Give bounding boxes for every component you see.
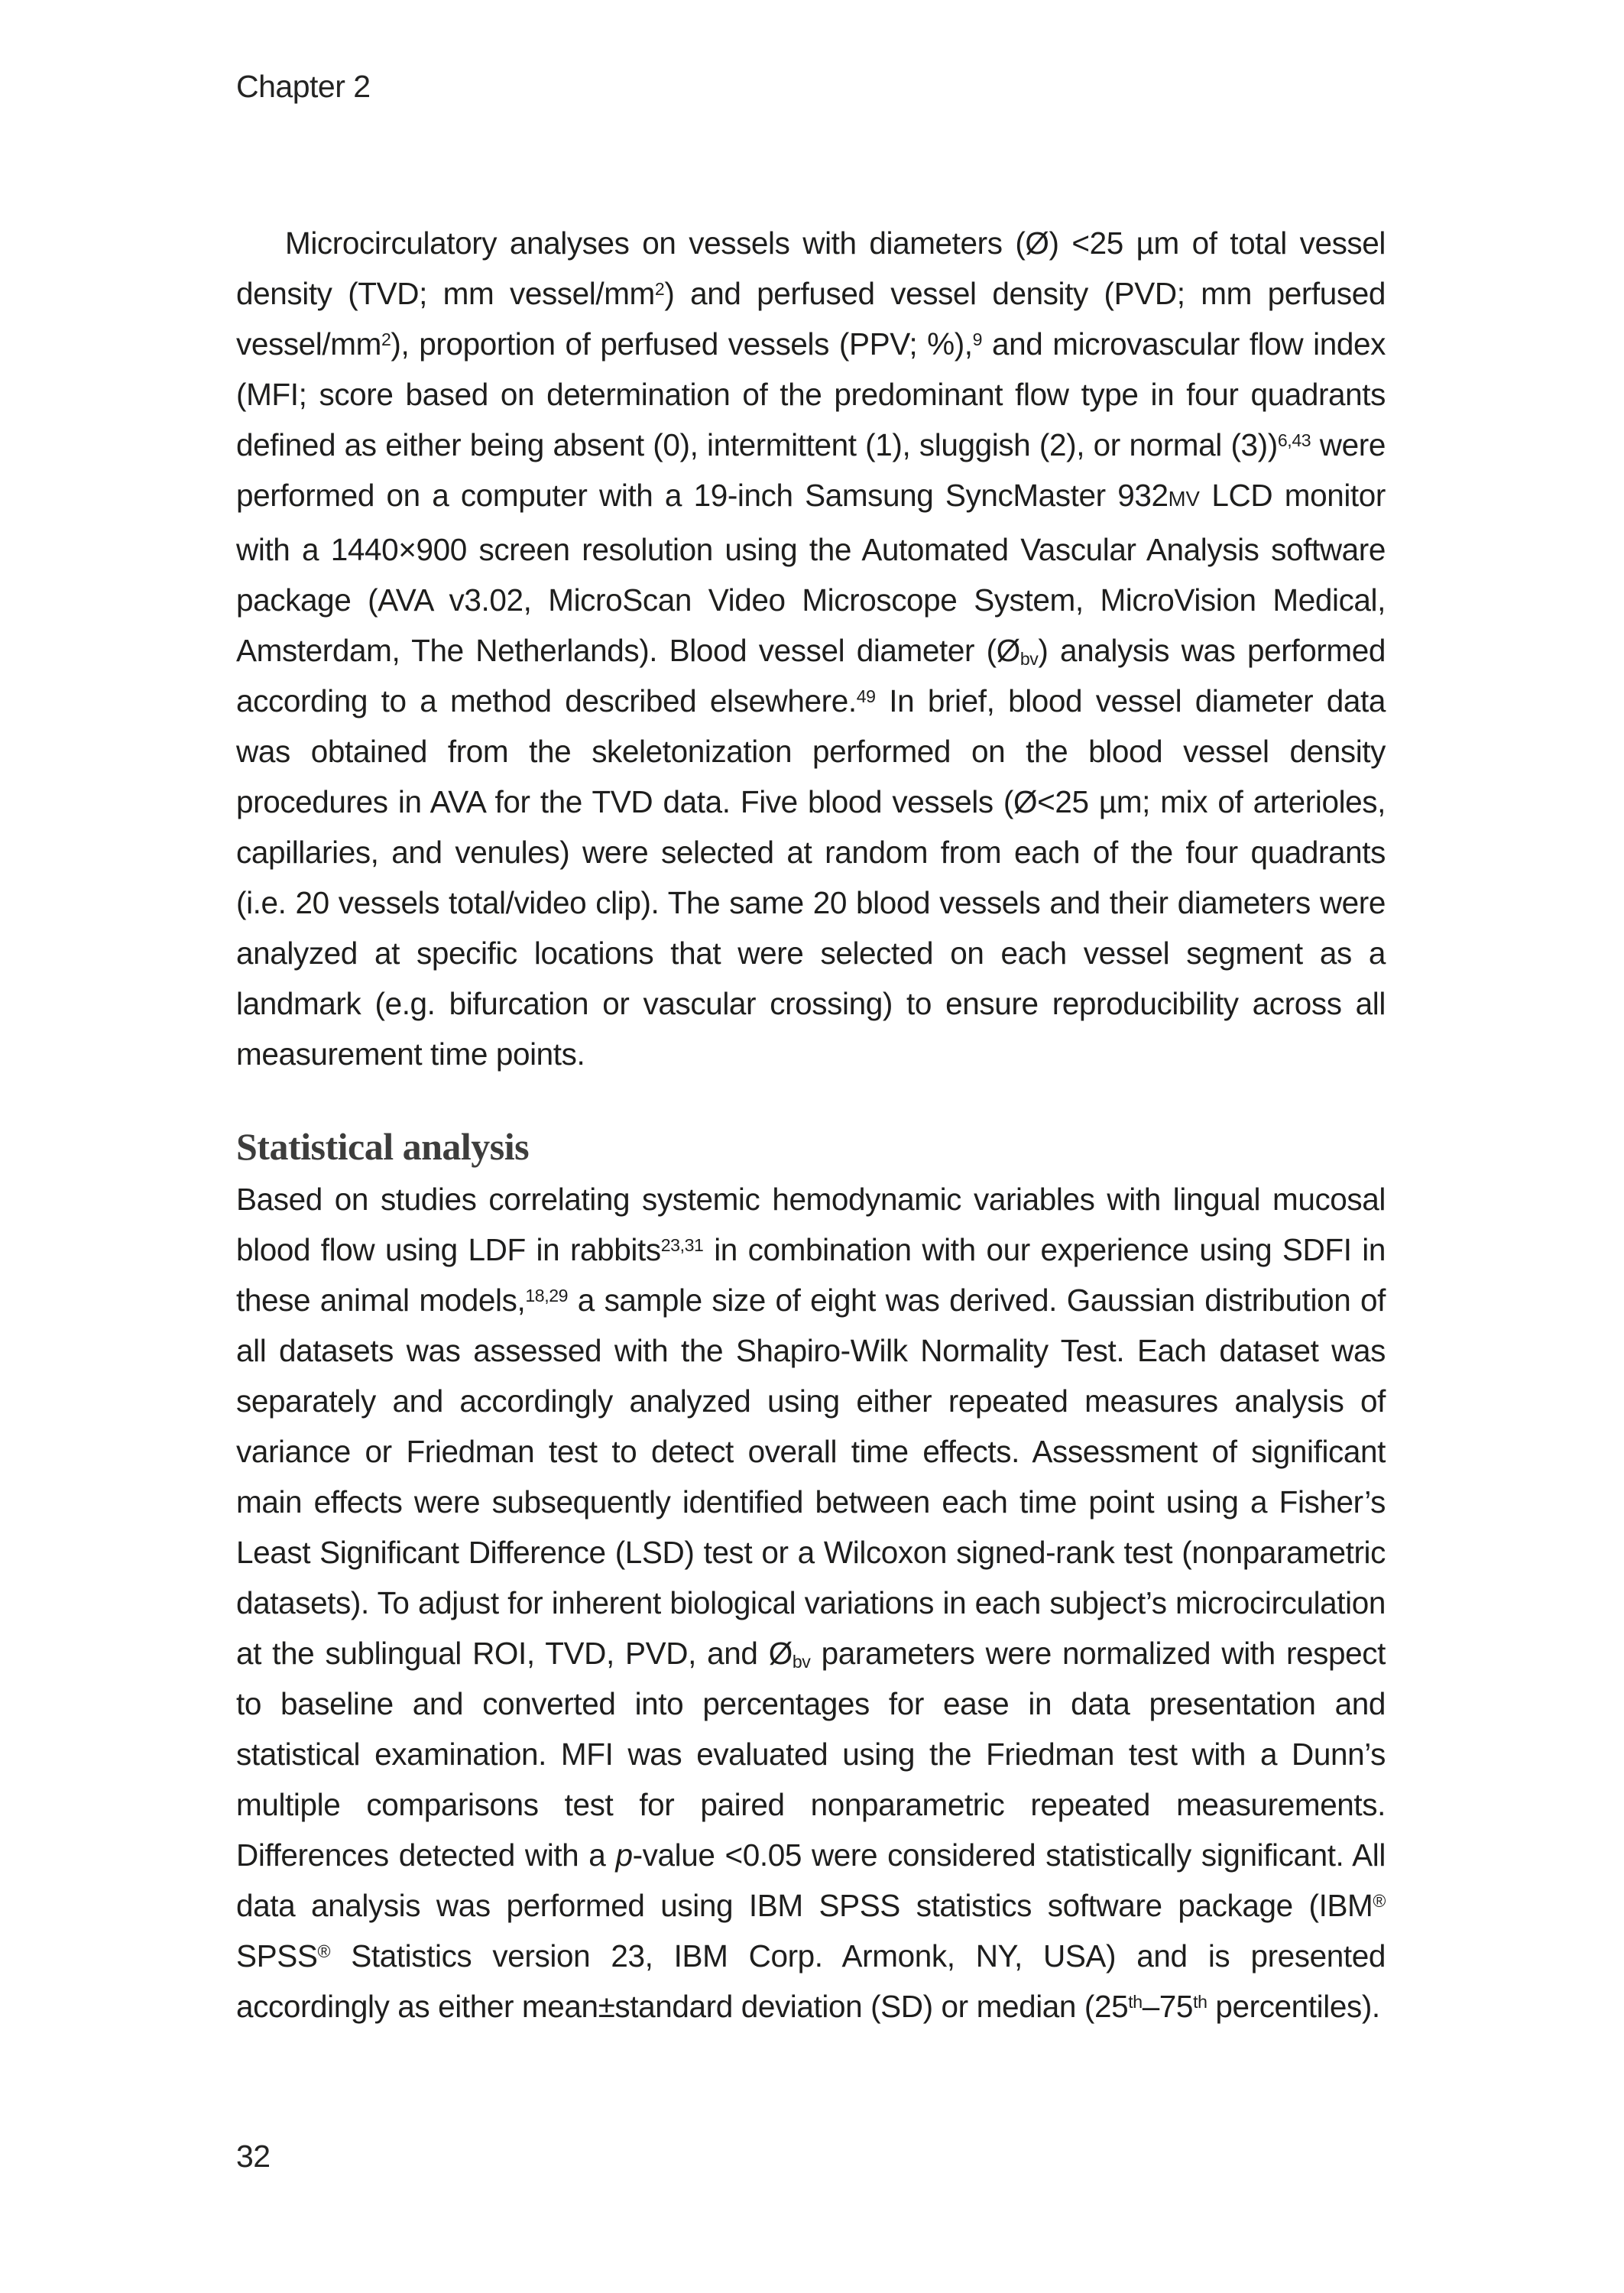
section-heading-statistical-analysis: Statistical analysis: [236, 1125, 530, 1168]
running-header: Chapter 2: [236, 69, 371, 104]
methods-paragraph: Microcirculatory analyses on vessels with diameters (Ø) <25 µm of total vessel density (TVD; mm vessel/$mm^2$) and perfused vessel density (PVD; mm perfused vessel/$mm^2$), proportion of perfused vessels (PPV; %),$^9$ and microvascular flow index (MFI; score based on determination of the predominant flow type in four quadrants defined as either being absent (0), intermittent (1), sluggish (2), or normal (3))$^{6,43}$ were performed on a computer with a 19-inch Samsung SyncMaster 932MV LCD monitor with a 1440×900 screen resolution using the Automated Vascular Analysis software package (AVA v3.02, MicroScan Video Microscope System, MicroVision Medical, Amsterdam, The Netherlands). Blood vessel diameter $(Ø_{bv})$ analysis was performed according to a method described elsewhere.$^{49}$ In brief, blood vessel diameter data was obtained from the skeletonization performed on the blood vessel density procedures in AVA for the TVD data. Five blood vessels (Ø<25 µm; mix of arterioles, capillaries, and venules) were selected at random from each of the four quadrants (i.e. 20 vessels total/video clip). The same 20 blood vessels and their diameters were analyzed at specific locations that were selected on each vessel segment as a landmark (e.g. bifurcation or vascular crossing) to ensure reproducibility across all measurement time points.: [236, 225, 1386, 1072]
statistical-analysis-paragraph: Based on studies correlating systemic hemodynamic variables with lingual mucosal blood flow using LDF in rabbits$^{23,31}$ in combination with our experience using SDFI in these animal models,$^{18,29}$ a sample size of eight was derived. Gaussian distribution of all datasets was assessed with the Shapiro-Wilk Normality Test. Each dataset was separately and accordingly analyzed using either repeated measures analysis of variance or Friedman test to detect overall time effects. Assessment of significant main effects were subsequently identified between each time point using a Fisher’s Least Significant Difference (LSD) test or a Wilcoxon signed-rank test (nonparametric datasets). To adjust for inherent biological variations in each subject’s microcirculation at the sublingual ROI, TVD, PVD, and $Ø_{bv}$ parameters were normalized with respect to baseline and converted into percentages for ease in data presentation and statistical examination. MFI was evaluated using the Friedman test with a Dunn’s multiple comparisons test for paired nonparametric repeated measurements. Differences detected with a p-value <0.05 were considered statistically significant. All data analysis was performed using IBM SPSS statistics software package (IBM® SPSS® Statistics version 23, IBM Corp. Armonk, NY, USA) and is presented accordingly as either mean±standard deviation (SD) or median (25th–75th percentiles).: [236, 1182, 1386, 2024]
page-number: 32: [236, 2139, 271, 2174]
